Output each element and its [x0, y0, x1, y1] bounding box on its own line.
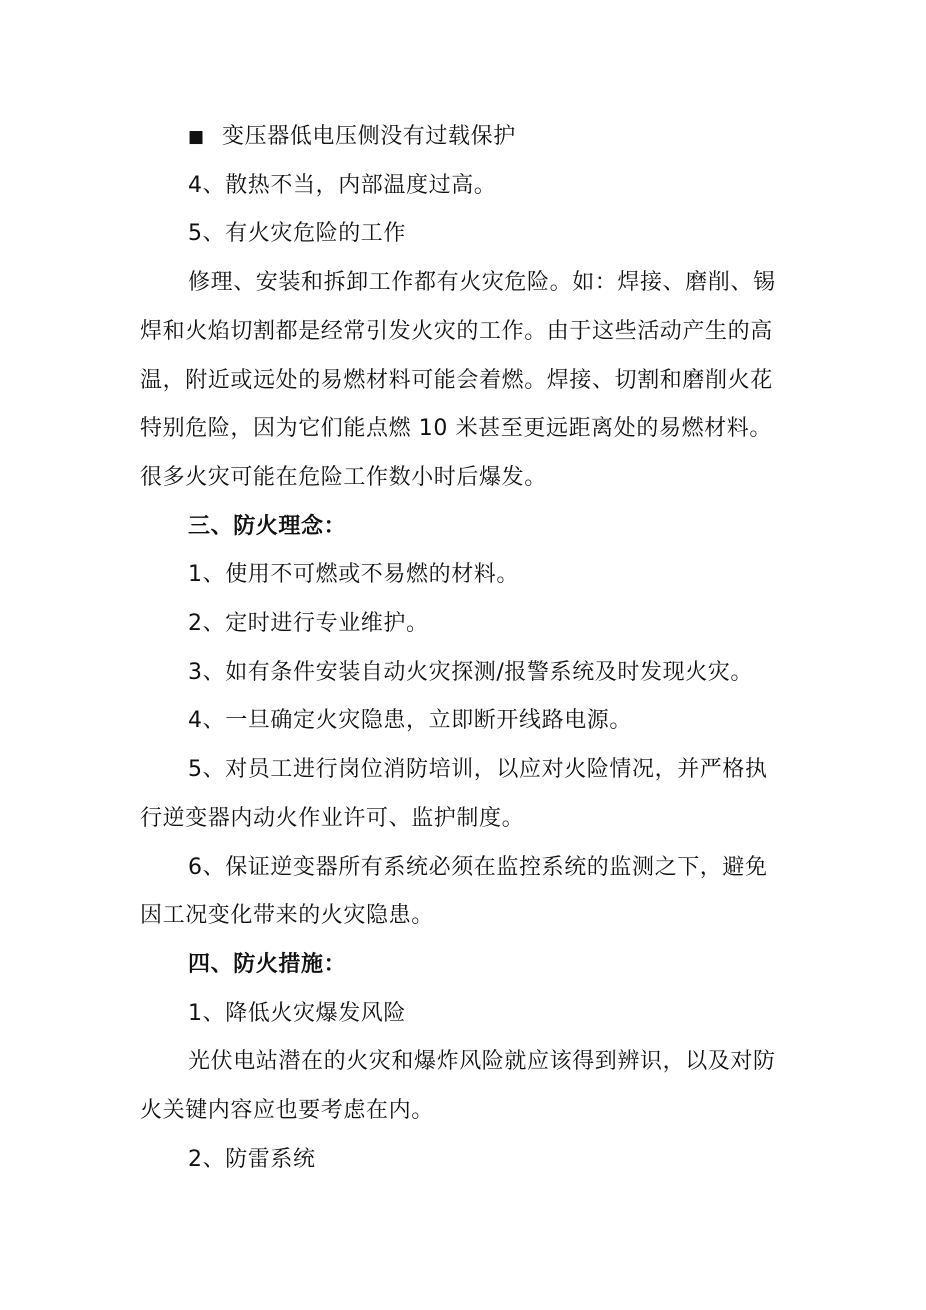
list-item: 1、使用不可燃或不易燃的材料。	[188, 562, 519, 588]
list-item: 4、一旦确定火灾隐患，立即断开线路电源。	[188, 708, 632, 734]
list-item-continuation: 行逆变器内动火作业许可、监护制度。	[140, 805, 525, 831]
list-item-continuation: 因工况变化带来的火灾隐患。	[140, 903, 434, 929]
paragraph-line: 火关键内容应也要考虑在内。	[140, 1098, 434, 1124]
list-item-heat-dissipation: 4、散热不当，内部温度过高。	[188, 172, 497, 198]
list-item: 2、定时进行专业维护。	[188, 611, 429, 637]
bullet-item-text: 变压器低电压侧没有过载保护	[222, 124, 516, 149]
list-item: 3、如有条件安装自动火灾探测/报警系统及时发现火灾。	[188, 659, 754, 685]
bullet-item	[140, 113, 790, 162]
list-item: 6、保证逆变器所有系统必须在监控系统的监测之下，避免	[188, 854, 768, 880]
section-heading-fire-concept: 三、防火理念：	[188, 513, 347, 539]
section-heading-fire-measures: 四、防火措施：	[188, 951, 347, 977]
list-item: 2、防雷系统	[188, 1146, 316, 1172]
paragraph-line: 焊和火焰切割都是经常引发火灾的工作。由于这些活动产生的高	[140, 318, 773, 344]
list-item: 1、降低火灾爆发风险	[188, 1000, 406, 1026]
document-body	[140, 113, 790, 1184]
paragraph-line: 温，附近或远处的易燃材料可能会着燃。焊接、切割和磨削火花	[140, 367, 773, 393]
paragraph-line: 很多火灾可能在危险工作数小时后爆发。	[140, 464, 547, 490]
list-item: 5、对员工进行岗位消防培训，以应对火险情况，并严格执	[188, 757, 768, 783]
paragraph-line: 修理、安装和拆卸工作都有火灾危险。如：焊接、磨削、锡	[188, 270, 776, 296]
paragraph-line: 光伏电站潜在的火灾和爆炸风险就应该得到辨识，以及对防	[188, 1049, 776, 1075]
list-item-hot-work: 5、有火灾危险的工作	[188, 221, 406, 247]
square-bullet-icon: ■	[188, 127, 205, 147]
paragraph-line: 特别危险，因为它们能点燃 10 米甚至更远距离处的易燃材料。	[140, 416, 772, 442]
